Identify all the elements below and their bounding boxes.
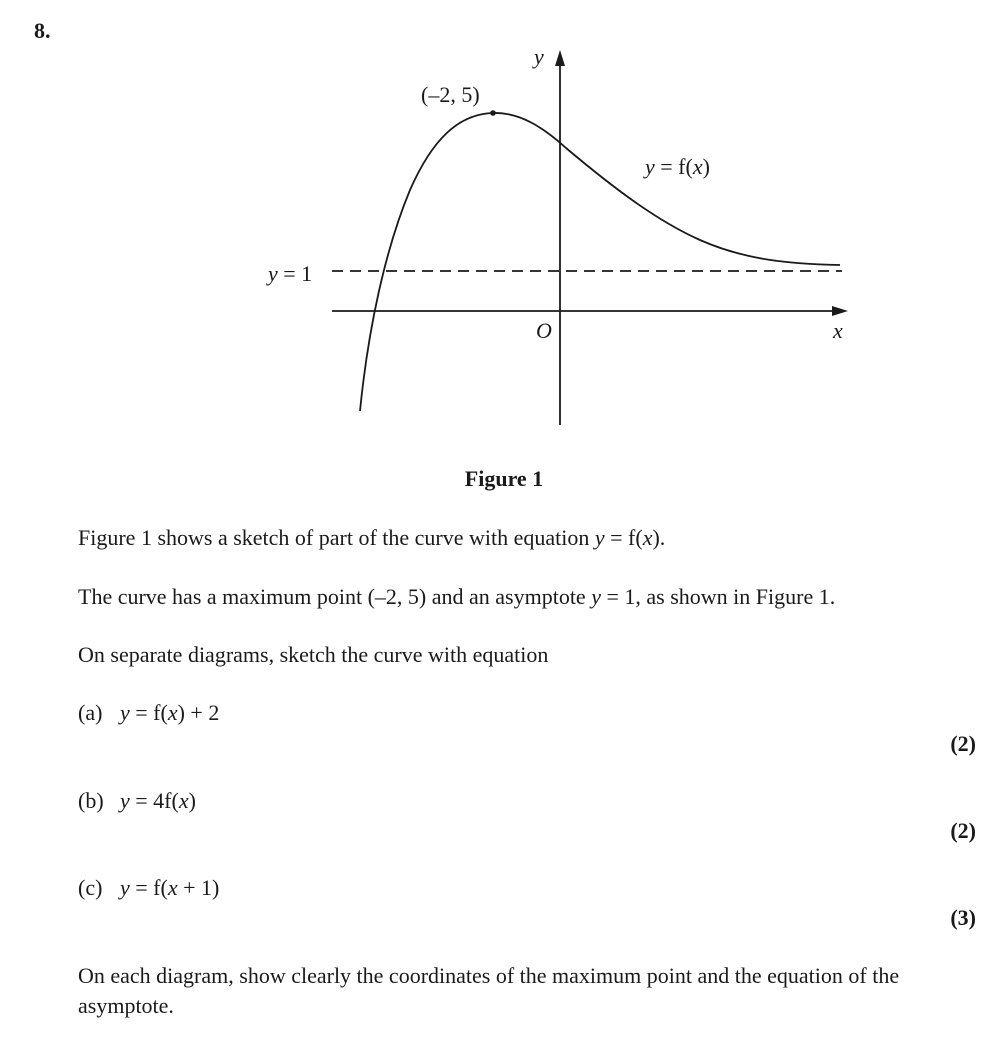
marks-a: (2)	[950, 731, 976, 756]
part-label: (c)	[78, 875, 103, 900]
part-label: (a)	[78, 700, 103, 725]
figure-caption: Figure 1	[464, 466, 544, 491]
part-b: (b) y = 4f(x)	[78, 788, 196, 813]
maximum-point	[490, 110, 496, 116]
part-a: (a) y = f(x) + 2	[78, 700, 220, 725]
paragraph-final-instruction: On each diagram, show clearly the coordinates of the maximum point and the equation of the asymptote.	[78, 963, 900, 1018]
x-axis-arrow	[832, 306, 848, 316]
curve-f	[360, 113, 840, 411]
paragraph-instruction: On separate diagrams, sketch the curve with equation	[78, 642, 549, 667]
paragraph-figure-description: Figure 1 shows a sketch of part of the curve with equation y = f(x).	[78, 525, 666, 550]
asymptote-label: y = 1	[268, 261, 313, 286]
paragraph-curve-properties: The curve has a maximum point (–2, 5) and an asymptote y = 1, as shown in Figure 1.	[78, 584, 836, 609]
max-point-label: (–2, 5)	[421, 82, 480, 107]
origin-label: O	[536, 318, 552, 343]
part-c: (c) y = f(x + 1)	[78, 875, 220, 900]
y-axis-arrow	[555, 50, 565, 66]
x-axis-label: x	[833, 318, 843, 343]
marks-c: (3)	[950, 905, 976, 930]
question-number: 8.	[34, 18, 51, 43]
y-axis-label: y	[534, 44, 544, 69]
figure-1	[0, 0, 1002, 460]
marks-b: (2)	[950, 818, 976, 843]
curve-label: y = f(x)	[645, 154, 710, 179]
part-label: (b)	[78, 788, 104, 813]
